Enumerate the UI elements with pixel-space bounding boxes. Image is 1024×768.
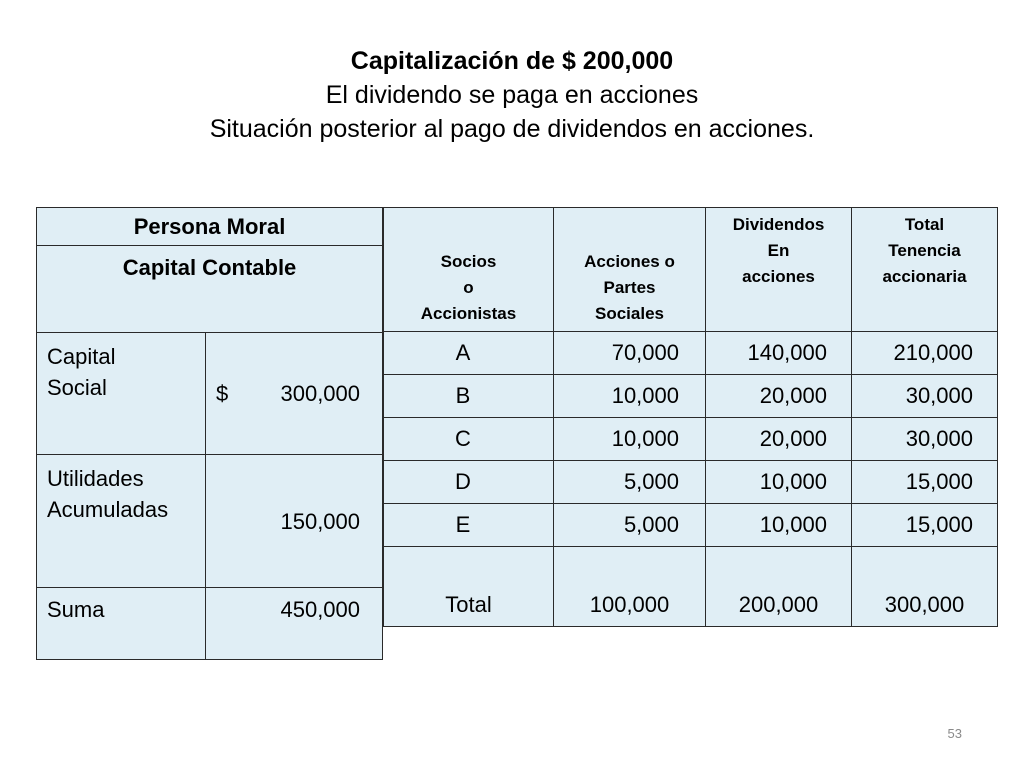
table-row (384, 418, 998, 461)
total-cell: 15,000 (852, 461, 998, 504)
socio-cell: E (384, 504, 554, 547)
utilidades-label (37, 455, 206, 588)
acciones-header-line1: Acciones o (584, 252, 675, 271)
dividendos-cell: 140,000 (706, 332, 852, 375)
table-row (384, 461, 998, 504)
table-row (384, 504, 998, 547)
total-acciones-cell: 100,000 (554, 547, 706, 627)
totals-row (384, 547, 998, 627)
dividendos-header-line2: En (767, 241, 790, 260)
title-line-2: El dividendo se paga en acciones (325, 81, 699, 109)
capital-social-amount (206, 333, 383, 455)
dividendos-header-line1: Dividendos (732, 215, 825, 234)
slide-number: 53 (947, 726, 962, 741)
acciones-header-line3: Sociales (595, 304, 664, 323)
table-row (384, 332, 998, 375)
title-line-1: Capitalización de $ 200,000 (350, 47, 674, 75)
total-cell: 210,000 (852, 332, 998, 375)
total-label-cell: Total (384, 547, 554, 627)
total-dividendos-cell: 200,000 (706, 547, 852, 627)
total-tenencia-header (852, 208, 998, 332)
socio-cell: B (384, 375, 554, 418)
total-header-line2: Tenencia (888, 241, 961, 260)
socios-header-line1: Socios (440, 252, 497, 271)
acciones-cell: 5,000 (554, 504, 706, 547)
capital-contable-table (36, 207, 383, 660)
socio-cell: A (384, 332, 554, 375)
total-cell: 30,000 (852, 375, 998, 418)
total-header-line3: accionaria (882, 267, 967, 286)
utilidades-amount: 150,000 (206, 455, 383, 588)
persona-moral-header: Persona Moral (37, 208, 383, 246)
total-cell: 30,000 (852, 418, 998, 461)
capital-contable-header: Capital Contable (37, 246, 383, 333)
capital-social-value: 300,000 (280, 381, 361, 406)
slide-title (0, 44, 1024, 146)
socio-cell: C (384, 418, 554, 461)
socios-header-line3: Accionistas (420, 304, 517, 323)
utilidades-label-line1: Utilidades (47, 466, 144, 491)
total-cell: 15,000 (852, 504, 998, 547)
acciones-cell: 5,000 (554, 461, 706, 504)
dividendos-cell: 20,000 (706, 418, 852, 461)
acciones-cell: 70,000 (554, 332, 706, 375)
capital-social-label-line1: Capital (47, 344, 116, 369)
dividendos-cell: 10,000 (706, 504, 852, 547)
utilidades-label-line2: Acumuladas (47, 497, 169, 522)
dividendos-header (706, 208, 852, 332)
acciones-header-line2: Partes (603, 278, 656, 297)
capital-social-label-line2: Social (47, 375, 107, 400)
total-header-line1: Total (904, 215, 945, 234)
dividendos-header-line3: acciones (742, 267, 815, 286)
tenencia-accionaria-table (383, 207, 998, 627)
socios-header-line2: o (463, 278, 474, 297)
suma-amount: 450,000 (206, 588, 383, 660)
currency-symbol: $ (216, 381, 229, 406)
title-line-3: Situación posterior al pago de dividendos en acciones. (209, 115, 815, 143)
acciones-cell: 10,000 (554, 418, 706, 461)
dividendos-cell: 10,000 (706, 461, 852, 504)
acciones-header (554, 208, 706, 332)
socios-header (384, 208, 554, 332)
table-row (384, 375, 998, 418)
socio-cell: D (384, 461, 554, 504)
capital-social-label (37, 333, 206, 455)
acciones-cell: 10,000 (554, 375, 706, 418)
total-tenencia-cell: 300,000 (852, 547, 998, 627)
suma-label: Suma (37, 588, 206, 660)
dividendos-cell: 20,000 (706, 375, 852, 418)
